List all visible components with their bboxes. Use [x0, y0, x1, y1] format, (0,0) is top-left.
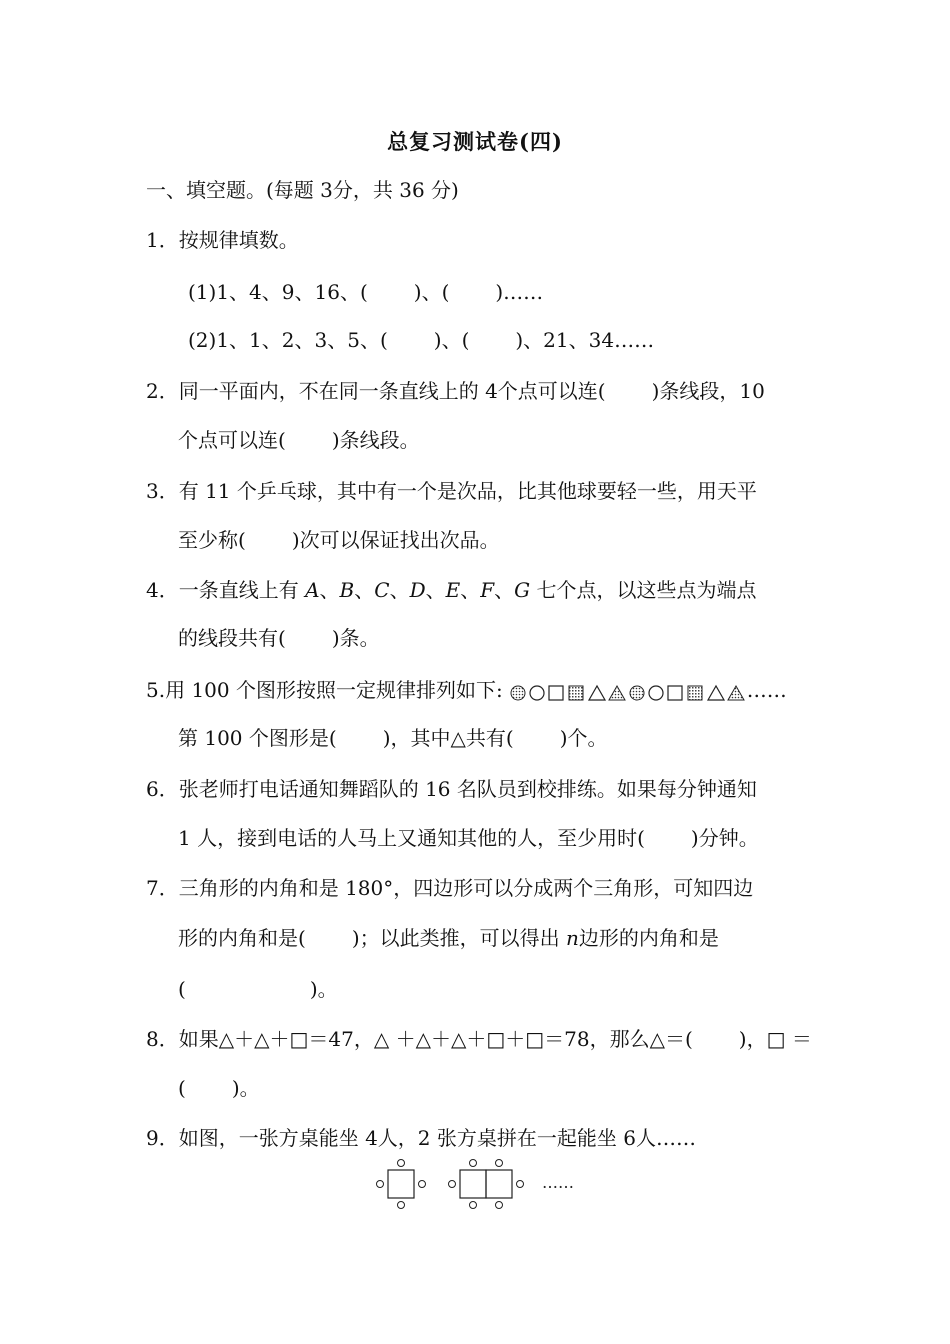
q5-ellipsis: ……: [746, 678, 787, 702]
question-6-line-2: [178, 824, 759, 852]
question-7-line-1: 7．三角形的内角和是 180°，四边形可以分成两个三角形，可知四边: [146, 876, 754, 900]
q2-text-a: 2．同一平面内，不在同一条直线上的 4个点可以连(: [146, 379, 606, 403]
question-3-line-2: [178, 526, 500, 554]
shape-sequence: [509, 678, 773, 706]
shaded-square-icon: [569, 686, 583, 700]
question-4-line-1: [146, 576, 756, 604]
q8-text-c: (: [178, 1076, 186, 1100]
dotted-circle-icon: [511, 686, 525, 700]
separator: 、: [425, 578, 446, 602]
point-label: D: [409, 578, 426, 602]
separator: 、: [354, 578, 375, 602]
shaded-square-icon: [688, 686, 702, 700]
question-2-line-2: [178, 426, 420, 454]
triangle-icon: [589, 686, 605, 700]
q2-text-b: )条线段，10: [651, 379, 765, 403]
seat-circle: [496, 1160, 503, 1167]
question-8-line-2: [178, 1074, 260, 1102]
square-icon: [668, 686, 682, 700]
separator: 、: [460, 578, 481, 602]
circle-icon: [649, 686, 663, 700]
q3-text-c: )次可以保证找出次品。: [291, 528, 500, 552]
q7-text-d: 边形的内角和是: [578, 926, 719, 950]
question-2-line-1: [146, 377, 765, 405]
shape-sequence-icons: [509, 684, 773, 702]
q8-text-a: 8．如果△＋△＋□＝47，△ ＋△＋△＋□＋□＝78，那么△＝(: [146, 1027, 693, 1051]
square-icon: [549, 686, 563, 700]
variable-n: n: [565, 926, 579, 950]
tables-diagram: [370, 1156, 610, 1212]
question-5-line-1: [146, 676, 787, 706]
figure-ellipsis: ……: [542, 1173, 574, 1192]
point-label: C: [374, 578, 390, 602]
q4-text-b: 七个点，以这些点为端点: [530, 578, 757, 602]
question-9-line-1: 9．如图，一张方桌能坐 4人，2 张方桌拼在一起能坐 6人……: [146, 1126, 696, 1150]
question-1-part-2: [188, 326, 654, 354]
seat-circle: [517, 1181, 524, 1188]
question-3-line-1: 3．有 11 个乒乓球，其中有一个是次品，比其他球要轻一些，用天平: [146, 479, 757, 503]
q1-part2-text-a: (2)1、1、2、3、5、(: [188, 328, 388, 352]
point-label: G: [514, 578, 531, 602]
q3-text-b: 至少称(: [178, 528, 246, 552]
q7-text-b: 形的内角和是(: [178, 926, 306, 950]
q1-part2-text-c: )、21、34……: [515, 328, 655, 352]
seat-circle: [398, 1202, 405, 1209]
seat-circle: [470, 1160, 477, 1167]
q7-text-f: )。: [309, 977, 338, 1001]
q1-part2-text-b: )、(: [433, 328, 470, 352]
seat-circle: [377, 1181, 384, 1188]
section-heading: 一、填空题。(每题 3分，共 36 分): [146, 178, 459, 202]
question-5-line-2: [178, 724, 608, 752]
q2-text-d: )条线段。: [331, 428, 420, 452]
question-1-stem: 1．按规律填数。: [146, 228, 299, 252]
seat-circle: [449, 1181, 456, 1188]
point-label: A: [305, 578, 320, 602]
point-label: F: [480, 578, 495, 602]
dotted-circle-icon: [630, 686, 644, 700]
question-6-line-1: 6．张老师打电话通知舞蹈队的 16 名队员到校排练。如果每分钟通知: [146, 777, 757, 801]
table-square: [388, 1170, 414, 1198]
q4-text-a: 4．一条直线上有: [146, 578, 306, 602]
seat-circle: [496, 1202, 503, 1209]
page-title: 总复习测试卷(四): [387, 129, 563, 154]
q5-text-d: )个。: [559, 726, 608, 750]
q8-text-b: )，□ ＝: [738, 1027, 812, 1051]
q5-text-c: )，其中△共有(: [382, 726, 514, 750]
question-1-part-1: [188, 278, 543, 306]
q8-text-d: )。: [231, 1076, 260, 1100]
separator: 、: [319, 578, 340, 602]
q7-text-e: (: [178, 977, 186, 1001]
q1-part1-text-c: )……: [495, 280, 544, 304]
q2-text-c: 个点可以连(: [178, 428, 286, 452]
seat-circle: [470, 1202, 477, 1209]
point-label: E: [445, 578, 461, 602]
question-7-line-3: [178, 975, 338, 1003]
q1-part1-text-b: )、(: [413, 280, 450, 304]
q4-text-c: 的线段共有(: [178, 626, 286, 650]
circle-icon: [530, 686, 544, 700]
table-square: [460, 1170, 486, 1198]
q4-text-d: )条。: [331, 626, 380, 650]
question-4-line-2: [178, 624, 380, 652]
triangle-icon: [708, 686, 724, 700]
seat-circle: [419, 1181, 426, 1188]
separator: 、: [494, 578, 515, 602]
tables-figure: [370, 1156, 610, 1212]
q5-text-a: 5.用 100 个图形按照一定规律排列如下:: [146, 678, 503, 702]
q6-text-c: )分钟。: [690, 826, 759, 850]
q1-part1-text-a: (1)1、4、9、16、(: [188, 280, 368, 304]
question-7-line-2: [178, 924, 719, 952]
q7-text-c: )；以此类推，可以得出: [351, 926, 566, 950]
q6-text-b: 1 人，接到电话的人马上又通知其他的人，至少用时(: [178, 826, 645, 850]
question-8-line-1: [146, 1025, 812, 1053]
seat-circle: [398, 1160, 405, 1167]
shaded-triangle-icon: [609, 686, 625, 700]
table-square: [486, 1170, 512, 1198]
separator: 、: [389, 578, 410, 602]
q5-text-b: 第 100 个图形是(: [178, 726, 337, 750]
point-label: B: [339, 578, 355, 602]
shaded-triangle-icon: [728, 686, 744, 700]
